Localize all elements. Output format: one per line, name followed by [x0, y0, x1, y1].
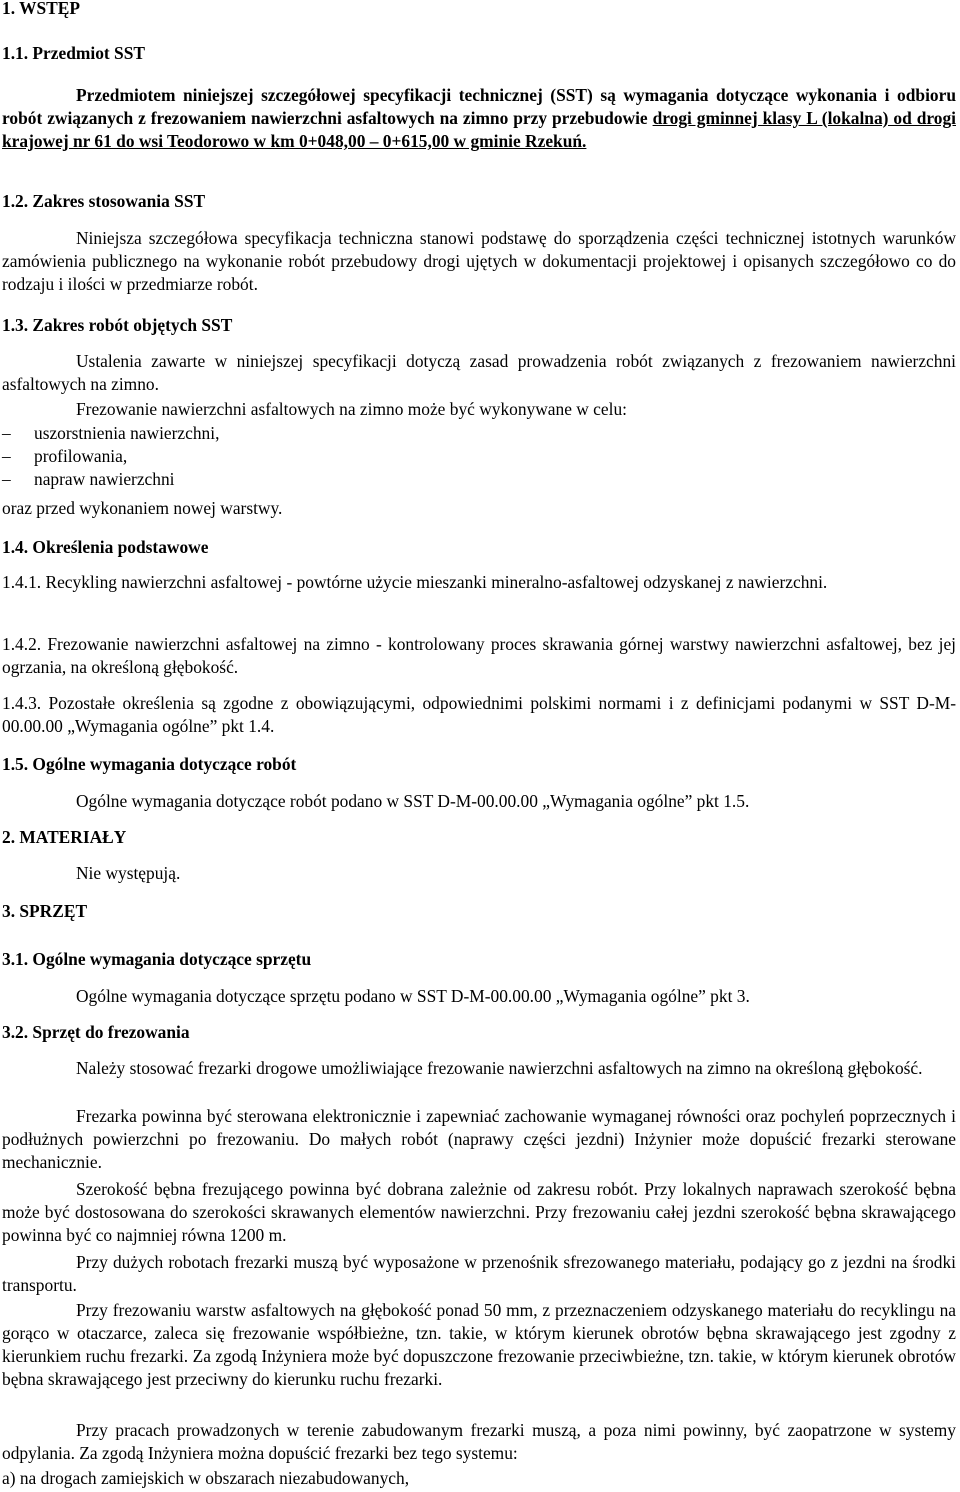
- list-item: [2, 468, 956, 491]
- heading-sprzet: 3. SPRZĘT: [2, 901, 88, 921]
- paragraph-frezowanie-cel: Frezowanie nawierzchni asfaltowych na zimno może być wykonywane w celu:: [76, 399, 627, 419]
- paragraph-recykling-na-goraco: Przy frezowaniu warstw asfaltowych na głębokość ponad 50 mm, z przeznaczeniem odzyskanego materiału do recyklingu na gorąco w otaczarce, zaleca się frezowanie współbieżne, tzn. takie, w którym kierunek obrotów bębna skrawającego jest zgodny z kierunkiem ruchu frezarki. Za zgodą Inżyniera może być dopuszczone frezowanie przeciwbieżne, tzn. takie, w którym kierunek obrotów bębna skrawającego jest przeciwny do kierunku ruchu frezarki.: [2, 1300, 956, 1389]
- purpose-list: [2, 422, 956, 491]
- heading-wstep: 1. WSTĘP: [2, 0, 80, 18]
- road-description: drogi gminnej klasy L (lokalna) od drogi krajowej nr 61 do wsi Teodorowo w km 0+048,00 – 0+615,00 w gminie Rzekuń.: [2, 108, 956, 151]
- heading-zakres-stosowania: 1.2. Zakres stosowania SST: [2, 191, 206, 211]
- heading-zakres-robot: 1.3. Zakres robót objętych SST: [2, 315, 233, 335]
- paragraph-ogolne-wymagania-robot: Ogólne wymagania dotyczące robót podano w SST D-M-00.00.00 „Wymagania ogólne” pkt 1.5.: [76, 791, 750, 811]
- heading-okreslenia: 1.4. Określenia podstawowe: [2, 537, 209, 557]
- definition-pozostale: 1.4.3. Pozostałe określenia są zgodne z obowiązującymi, odpowiednimi polskimi normami i z definicjami podanymi w SST D-M-00.00.00 „Wymagania ogólne” pkt 1.4.: [2, 693, 956, 736]
- paragraph-ogolne-wymagania-sprzetu: Ogólne wymagania dotyczące sprzętu podano w SST D-M-00.00.00 „Wymagania ogólne” pkt 3.: [76, 986, 750, 1006]
- paragraph-odpylanie: Przy pracach prowadzonych w terenie zabudowanym frezarki muszą, a poza nimi powinny, być zaopatrzone w systemy odpylania. Za zgodą Inżyniera można dopuścić frezarki bez tego systemu:: [2, 1420, 956, 1463]
- heading-ogolne-wymagania-robot: 1.5. Ogólne wymagania dotyczące robót: [2, 754, 297, 774]
- list-item-text: napraw nawierzchni: [34, 469, 175, 489]
- paragraph-szerokosc-bebna: Szerokość bębna frezującego powinna być dobrana zależnie od zakresu robót. Przy lokalnych naprawach szerokość bębna może być dostosowana do szerokości skrawanych elementów nawierzchni. Przy frezowaniu całej jezdni szerokość bębna skrawającego powinna być co najmniej równa 1200 m.: [2, 1179, 956, 1245]
- heading-przedmiot-sst: 1.1. Przedmiot SST: [2, 43, 145, 63]
- definition-recykling: 1.4.1. Recykling nawierzchni asfaltowej - powtórne użycie mieszanki mineralno-asfaltowej odzyskanej z nawierzchni.: [2, 572, 828, 592]
- dash-marker: –: [2, 423, 11, 443]
- definition-frezowanie: 1.4.2. Frezowanie nawierzchni asfaltowej na zimno - kontrolowany proces skrawania górnej warstwy nawierzchni asfaltowej, bez jej ogrzania, na określoną głębokość.: [2, 634, 956, 677]
- list-item: [2, 422, 956, 445]
- paragraph-sterowanie: Frezarka powinna być sterowana elektronicznie i zapewniać zachowanie wymaganej równości oraz pochyleń poprzecznych i podłużnych powierzchni po frezowaniu. Do małych robót (naprawy części jezdni) Inżynier może dopuścić frezarki sterowane mechanicznie.: [2, 1106, 956, 1172]
- paragraph-zakres-stosowania: Niniejsza szczegółowa specyfikacja techniczna stanowi podstawę do sporządzenia części technicznej istotnych warunków zamówienia publicznego na wykonanie robót przebudowy drogi ujętych w dokumentacji projektowej i opisanych szczegółowo co do rodzaju i ilości w przedmiarze robót.: [2, 228, 956, 294]
- paragraph-przedmiot-text: Przedmiotem niniejszej szczegółowej specyfikacji technicznej (SST) są wymagania dotyczące wykonania i odbioru robót związanych z frezowaniem nawierzchni asfaltowych na zimno przy przebudowie: [2, 85, 956, 128]
- list-item-text: uszorstnienia nawierzchni,: [34, 423, 220, 443]
- list-item: [2, 445, 956, 468]
- paragraph-nowa-warstwa: oraz przed wykonaniem nowej warstwy.: [2, 498, 283, 518]
- list-item-text: profilowania,: [34, 446, 128, 466]
- dash-marker: –: [2, 446, 11, 466]
- paragraph-nie-wystepuja: Nie występują.: [76, 863, 181, 883]
- heading-materialy: 2. MATERIAŁY: [2, 827, 127, 847]
- paragraph-przedmiot: [2, 84, 956, 153]
- paragraph-drogi-zamiejskie: a) na drogach zamiejskich w obszarach niezabudowanych,: [2, 1468, 410, 1488]
- heading-ogolne-wymagania-sprzetu: 3.1. Ogólne wymagania dotyczące sprzętu: [2, 949, 312, 969]
- heading-sprzet-do-frezowania: 3.2. Sprzęt do frezowania: [2, 1022, 190, 1042]
- paragraph-frezarki-drogowe: Należy stosować frezarki drogowe umożliwiające frezowanie nawierzchni asfaltowych na zimno na określoną głębokość.: [76, 1058, 923, 1078]
- paragraph-przenosnik: Przy dużych robotach frezarki muszą być wyposażone w przenośnik sfrezowanego materiału, podający go z jezdni na środki transportu.: [2, 1252, 956, 1295]
- dash-marker: –: [2, 469, 11, 489]
- paragraph-ustalenia: Ustalenia zawarte w niniejszej specyfikacji dotyczą zasad prowadzenia robót związanych z frezowaniem nawierzchni asfaltowych na zimno.: [2, 351, 956, 394]
